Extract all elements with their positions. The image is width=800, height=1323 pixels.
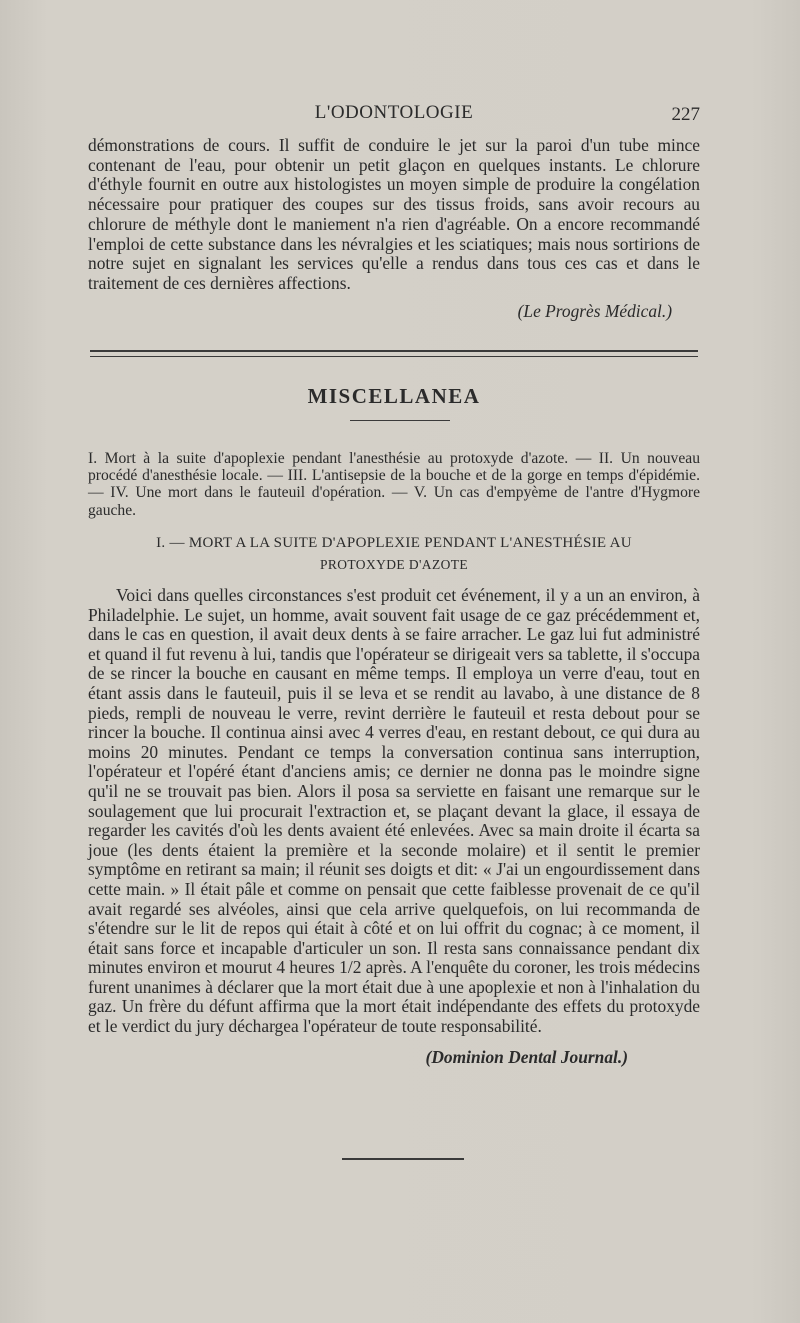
running-title: L'ODONTOLOGIE [314, 102, 474, 123]
top-source: (Le Progrès Médical.) [517, 300, 672, 321]
running-head [88, 102, 700, 128]
page-number: 227 [671, 104, 700, 125]
title-underline [350, 420, 450, 421]
article-heading [88, 533, 700, 575]
article-block [88, 586, 700, 1068]
section-summary: I. Mort à la suite d'apoplexie pendant l'anesthésie au protoxyde d'azote. — II. Un nouveau procédé d'anesthésie locale. — III. L'antisepsie de la bouche et de la gorge en temps d'épidémie. — IV. Une mort dans le fauteuil d'opération. — V. Un cas d'empyème de l'antre d'Hygmore gauche. [88, 450, 700, 519]
section-divider [90, 350, 698, 357]
article-heading-line2: PROTOXYDE D'AZOTE [319, 557, 469, 572]
top-paragraph-block [88, 136, 700, 322]
article-heading-line1: I. — MORT A LA SUITE D'APOPLEXIE PENDANT L'ANESTHÉSIE AU [156, 535, 632, 551]
section-title: MISCELLANEA [307, 384, 481, 408]
article-body: Voici dans quelles circonstances s'est produit cet événement, il y a un an environ, à Philadelphie. Le sujet, un homme, avait souvent fait usage de ce gaz précédemment et, dans le cas en question, il avait deux dents à se faire arracher. Le gaz lui fut administré et quand il fut revenu à lui, tandis que l'opérateur se dirigeait vers sa tablette, il s'occupa de se rincer la bouche en causant en même temps. Il employa un verre d'eau, tout en étant assis dans le fauteuil, puis il se leva et se rendit au lavabo, à une distance de 8 pieds, rempli de nouveau le verre, revint derrière le fauteuil et resta debout pour se rincer la bouche. Il continua ainsi avec 4 verres d'eau, en restant debout, ce qui dura au moins 20 minutes. Pendant ce temps la conversation continua sans interruption, l'opérateur et l'opéré étant d'anciens amis; ce dernier ne donna pas le moindre signe qu'il ne se trouvait pas bien. Alors il posa sa serviette en faisant une remarque sur le soulagement que lui procurait l'extraction et, se plaçant devant la glace, il essaya de regarder les cavités d'où les dents avaient été enlevées. Avec sa main droite il écarta sa joue (les dents étaient la première et la seconde molaire) et il sentit le premier symptôme en retirant sa main; il réunit ses doigts et dit: « J'ai un engourdissement dans cette main. » Il était pâle et comme on pensait que cette faiblesse provenait de ce qu'il avait regardé ses alvéoles, ainsi que cela arrive quelquefois, on lui recommanda de s'étendre sur le lit de repos qui était à côté et on lui offrit du cognac; à ce moment, il était sans force et incapable d'articuler un son. Il resta sans connaissance pendant dix minutes environ et mourut 4 heures 1/2 après. A l'enquête du coroner, les trois médecins furent unanimes à déclarer que la mort était due à une apoplexie et non à l'inhalation du gaz. Un frère du défunt affirma que la mort était indépendante des effets du protoxyde et le verdict du jury déchargea l'opérateur de toute responsabilité. [88, 585, 700, 1037]
end-rule [342, 1158, 464, 1160]
summary-block [88, 450, 700, 519]
article-source: (Dominion Dental Journal.) [425, 1046, 628, 1067]
top-paragraph: démonstrations de cours. Il suffit de conduire le jet sur la paroi d'un tube mince contenant de l'eau, pour obtenir un petit glaçon en quelques instants. Le chlorure d'éthyle fournit en outre aux histologistes un moyen simple de produire la congélation nécessaire pour pratiquer des coupes sur des tissus froids, sans avoir recours au chlorure de méthyle dont le maniement n'a rien d'agréable. On a encore recommandé l'emploi de cette substance dans les névralgies et les sciatiques; mais nous sortirions de notre sujet en signalant les services qu'elle a rendus dans tous ces cas et dans le traitement de ces dernières affections. [88, 135, 700, 293]
